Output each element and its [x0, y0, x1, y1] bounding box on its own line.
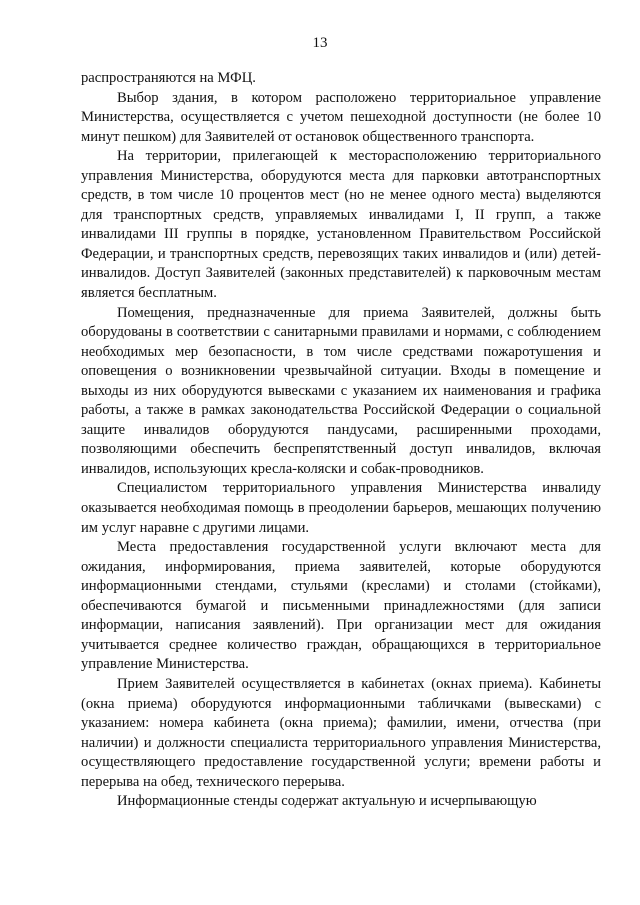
paragraph-info-stands: Информационные стенды содержат актуальную и исчерпывающую: [117, 793, 537, 810]
paragraph-building-choice: Выбор здания, в котором расположено территориальное управление Министерства, осуществляется с учетом пешеходной доступности (не более 10 минут пешком) для Заявителей от остановок общественного транспорта.: [81, 89, 601, 145]
paragraph-continuation: распространяются на МФЦ.: [81, 70, 256, 86]
page-number: 13: [312, 35, 328, 51]
paragraph-premises: Помещения, предназначенные для приема Заявителей, должны быть оборудованы в соответствии с санитарными правилами и нормами, с соблюдением необходимых мер безопасности, в том числе средствами пожаротушения и оповещения о возникновении чрезвычайной ситуации. Входы в помещение и выходы из них оборудуются вывесками с указанием их наименования и графика работы, а также в рамках законодательства Российской Федерации о социальной защите инвалидов оборудуются пандусами, расширенными проходами, позволяющими обеспечить беспрепятственный доступ инвалидов, включая инвалидов, использующих кресла-коляски и собак-проводников.: [81, 304, 601, 477]
paragraph-disability-assistance: Специалистом территориального управления Министерства инвалиду оказывается необходимая помощь в преодолении барьеров, мешающих получению им услуг наравне с другими лицами.: [81, 480, 601, 536]
paragraph-parking: На территории, прилегающей к месторасположению территориального управления Министерства, оборудуются места для парковки автотранспортных средств, в том числе 10 процентов мест (но не менее одного места) выделяются для транспортных средств, управляемых инвалидами I, II групп, а также инвалидами III группы в порядке, установленном Правительством Российской Федерации, и транспортных средств, перевозящих таких инвалидов и (или) детей-инвалидов. Доступ Заявителей (законных представителей) к парковочным местам является бесплатным.: [81, 148, 601, 302]
paragraph-reception-offices: Прием Заявителей осуществляется в кабинетах (окнах приема). Кабинеты (окна приема) оборудуются информационными табличками (вывесками) с указанием: номера кабинета (окна приема); фамилии, имени, отчества (при наличии) и должности специалиста территориального управления Министерства, осуществляющего предоставление государственной услуги; времени работы и перерыва на обед, технического перерыва.: [81, 675, 601, 790]
paragraph-service-places: Места предоставления государственной услуги включают места для ожидания, информирования, приема заявителей, которые оборудуются информационными стендами, стульями (креслами) и столами (стойками), обеспечиваются бумагой и письменными принадлежностями (для записи информации, написания заявлений). При организации мест для ожидания учитывается среднее количество граждан, обращающихся в территориальное управление Министерства.: [81, 539, 601, 673]
document-body: [81, 69, 601, 812]
